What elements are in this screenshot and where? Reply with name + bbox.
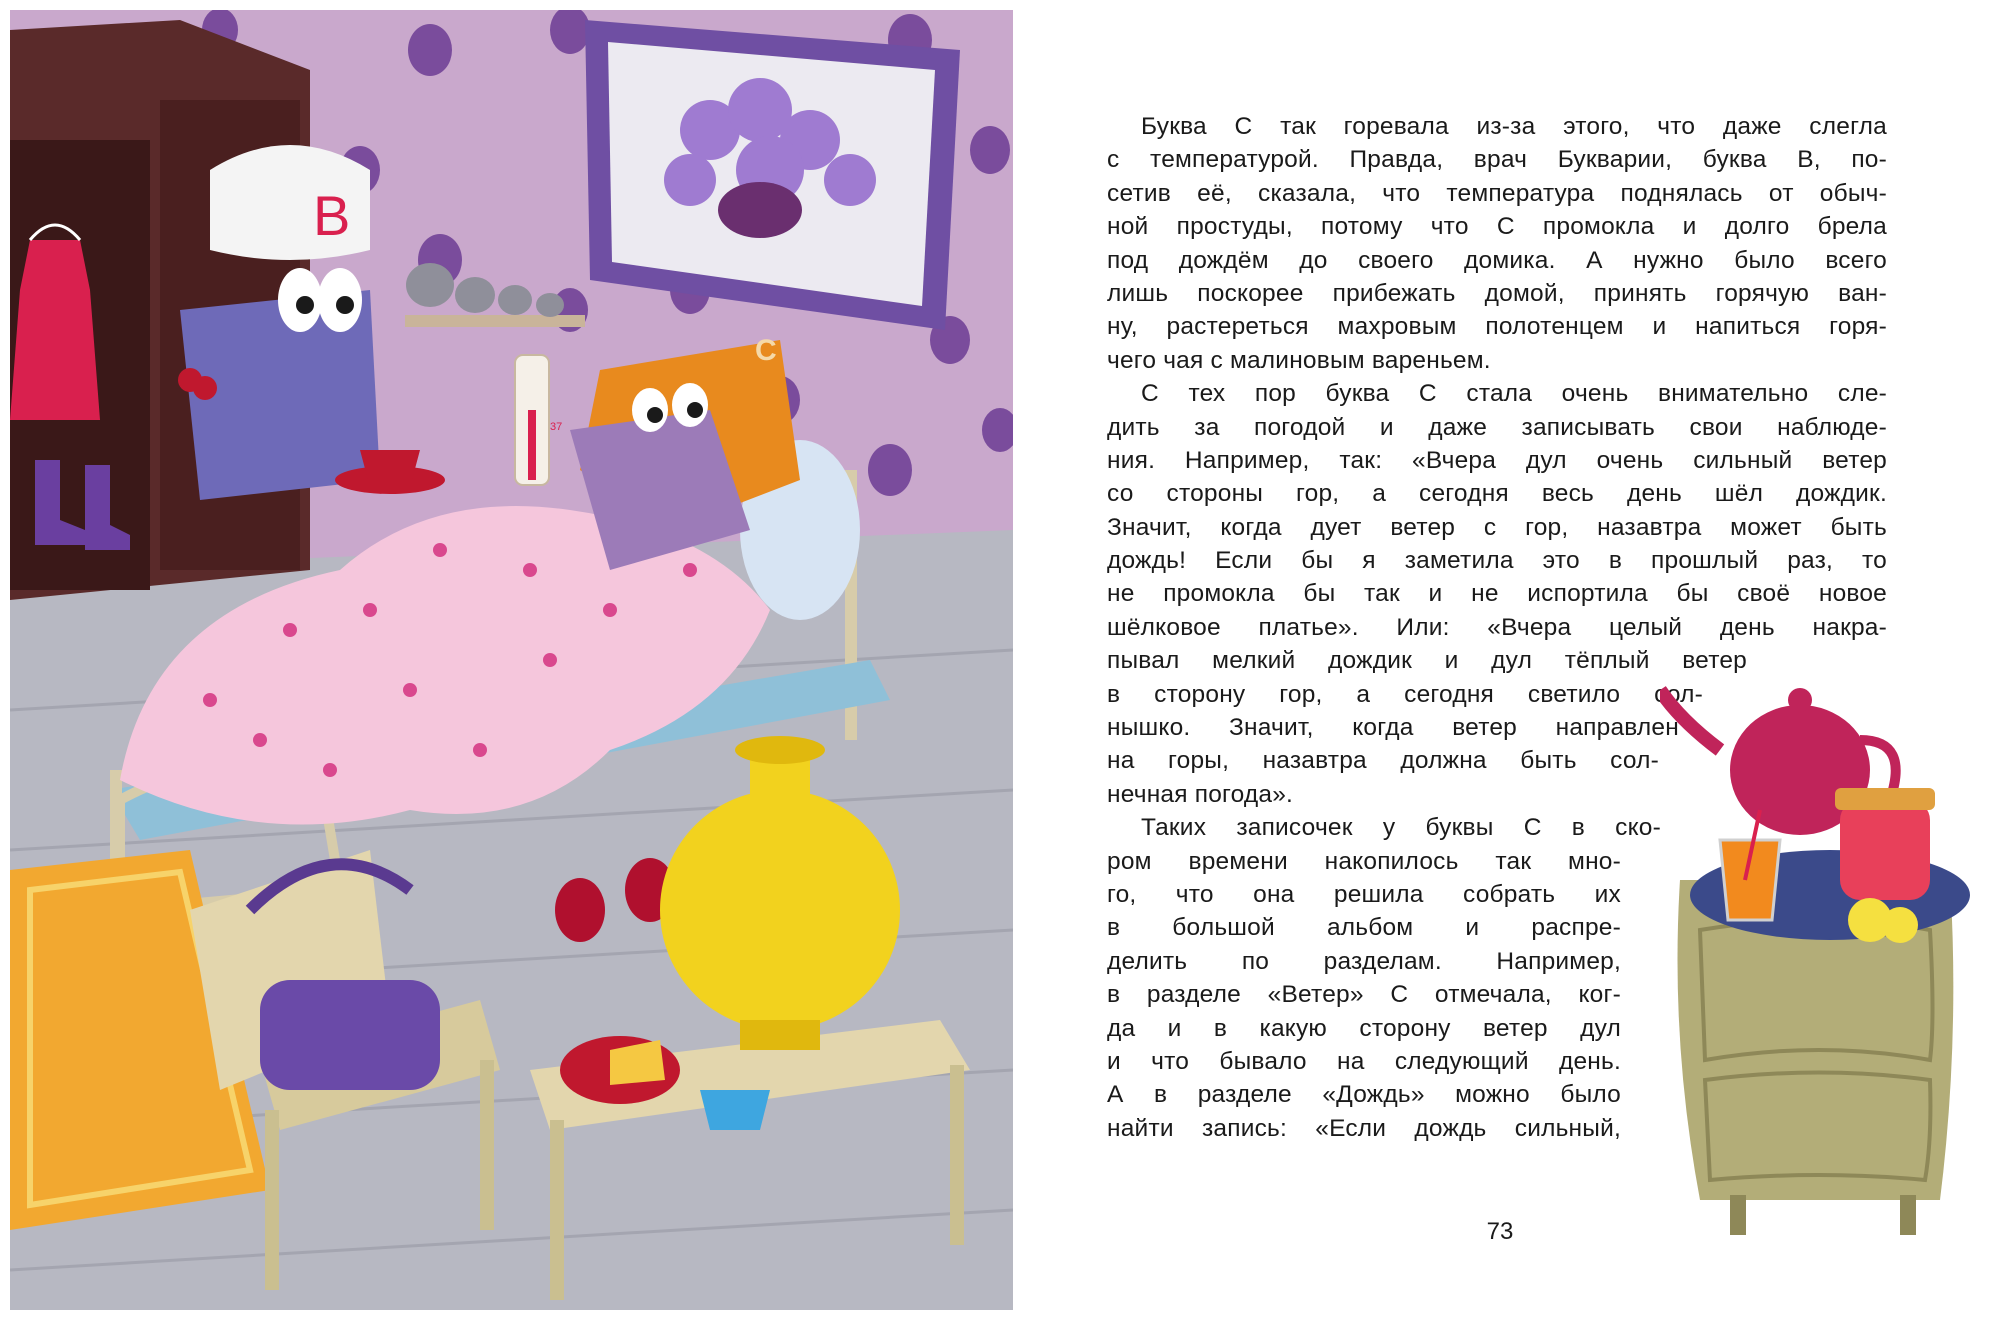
text-line: ну, растереться махровым полотенцем и напиться горя- bbox=[1107, 313, 1887, 341]
text-line: дождь! Если бы я заметила это в прошлый раз, то bbox=[1107, 547, 1887, 575]
bedroom-scene bbox=[10, 10, 1013, 1310]
text-line: нышко. Значит, когда ветер направлен bbox=[1107, 714, 1679, 742]
text-line: на горы, назавтра должна быть сол- bbox=[1107, 747, 1659, 775]
text-line: под дождём до своего домика. А нужно было всего bbox=[1107, 246, 1887, 274]
page-number: 73 bbox=[1486, 1218, 1514, 1245]
text-line: ром времени накопилось так мно- bbox=[1107, 847, 1621, 875]
text-line: в сторону гор, а сегодня светило сол- bbox=[1107, 680, 1703, 708]
bedroom-illustration bbox=[10, 10, 1013, 1310]
text-line: в большой альбом и распре- bbox=[1107, 914, 1621, 942]
text-line: нечная погода». bbox=[1107, 780, 1294, 808]
jam-jar bbox=[1835, 788, 1935, 900]
lilac-painting bbox=[585, 20, 960, 330]
text-line: Буква С так горевала из-за этого, что даже слегла bbox=[1141, 113, 1887, 140]
nightstand-scene bbox=[1660, 680, 1980, 1240]
text-line: и что бывало на следующий день. bbox=[1107, 1047, 1621, 1075]
text-line: найти запись: «Если дождь сильный, bbox=[1107, 1114, 1621, 1142]
text-line: шёлковое платье». Или: «Вчера целый день накра- bbox=[1107, 613, 1887, 641]
doctor-cap-letter: В bbox=[313, 184, 351, 247]
text-line: дить за погодой и даже записывать свои наблюде- bbox=[1107, 413, 1887, 441]
text-line: с температурой. Правда, врач Букварии, буква В, по- bbox=[1107, 146, 1887, 174]
text-line: в разделе «Ветер» С отмечала, ког- bbox=[1107, 981, 1621, 1009]
text-line: Значит, когда дует ветер с гор, назавтра может быть bbox=[1107, 513, 1887, 541]
text-line: А в разделе «Дождь» можно было bbox=[1107, 1081, 1621, 1109]
text-line: лишь поскорее прибежать домой, принять горячую ван- bbox=[1107, 279, 1887, 307]
patient-letter-label: С bbox=[755, 334, 777, 367]
thermometer-mark: 37 bbox=[550, 421, 563, 433]
text-line: чего чая с малиновым вареньем. bbox=[1107, 346, 1491, 374]
text-line: С тех пор буква С стала очень внимательно сле- bbox=[1141, 380, 1887, 408]
text-line: ния. Например, так: «Вчера дул очень сильный ветер bbox=[1107, 446, 1887, 474]
text-line: да и в какую сторону ветер дул bbox=[1107, 1014, 1621, 1042]
text-line: со стороны гор, а сегодня весь день шёл дождик. bbox=[1107, 480, 1887, 508]
text-line: го, что она решила собрать их bbox=[1107, 880, 1621, 908]
tea-cup-blue bbox=[700, 1090, 770, 1130]
cheese-plate bbox=[560, 1036, 680, 1104]
text-line: делить по разделам. Например, bbox=[1107, 947, 1621, 975]
text-line: Таких записочек у буквы С в ско- bbox=[1141, 814, 1661, 842]
text-line: сетив её, сказала, что температура поднялась от обыч- bbox=[1107, 179, 1887, 207]
text-line: не промокла бы так и не испортила бы своё новое bbox=[1107, 580, 1887, 608]
text-line: пывал мелкий дождик и дул тёплый ветер bbox=[1107, 647, 1747, 675]
text-line: ной простуды, потому что С промокла и долго брела bbox=[1107, 213, 1887, 241]
nightstand-illustration bbox=[1660, 680, 1980, 1240]
